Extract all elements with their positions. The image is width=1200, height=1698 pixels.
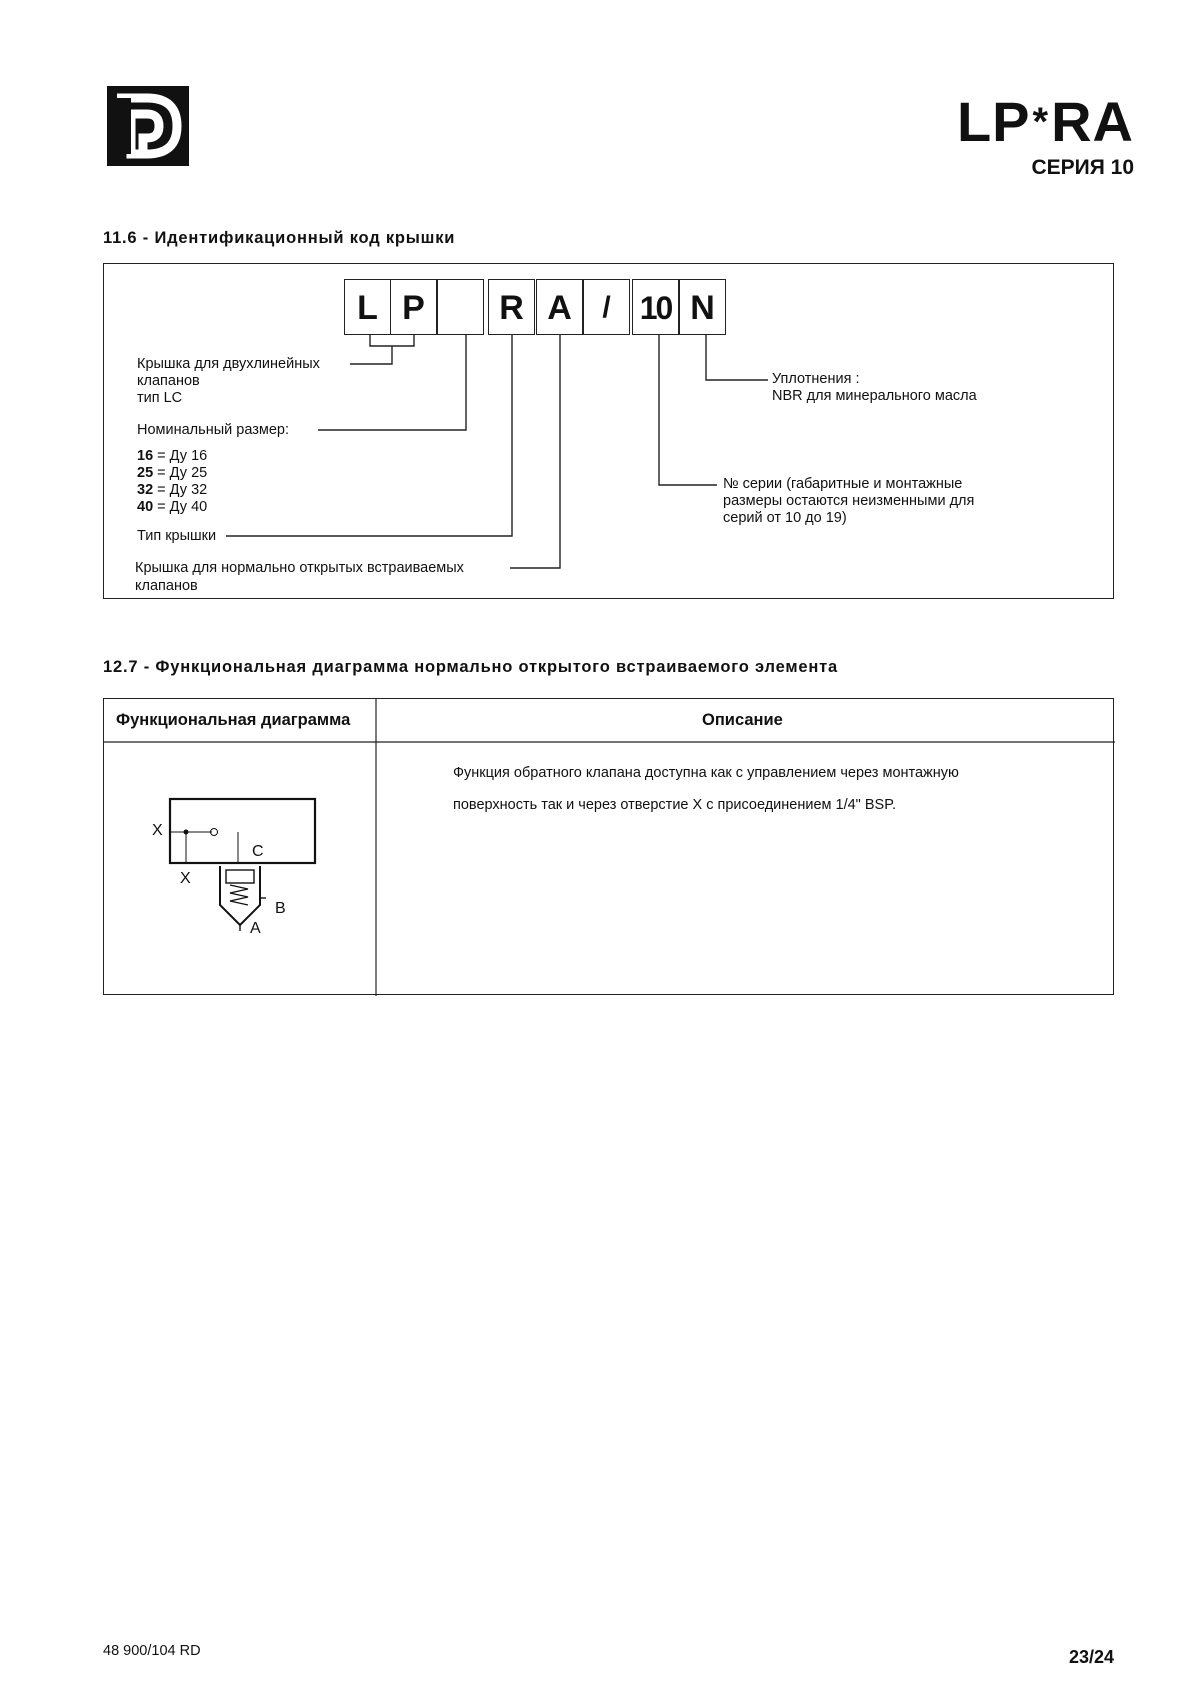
label-seals-2: NBR для минерального масла [772,388,977,404]
label-cover-two-way-3: тип LC [137,390,183,406]
code-cell-1: L [344,279,391,335]
label-series-2: размеры остаются неизменными для [723,493,975,509]
product-code: LP*RA [956,90,1134,153]
label-size-16: 16 = Ду 16 [137,448,208,464]
label-cover-two-way-2: клапанов [137,373,200,389]
code-cell-7: 10 [632,279,679,335]
label-series-3: серий от 10 до 19) [723,510,847,526]
label-cover-no-2: клапанов [135,578,198,594]
code-cell-3 [437,279,484,335]
section-title-11-6: 11.6 - Идентификационный код крышки [103,229,456,247]
description-line-1: Функция обратного клапана доступна как с управлением через монтажную [453,765,959,781]
diagram-label-x-bottom: X [180,870,191,887]
product-series: СЕРИЯ 10 [1031,156,1134,179]
code-cell-2: P [390,279,437,335]
document-number: 48 900/104 RD [103,1643,201,1659]
D-logo-icon [107,86,189,166]
label-seals-1: Уплотнения : [772,371,860,387]
code-cell-6: / [583,279,630,335]
label-cover-two-way-1: Крышка для двухлинейных [137,356,320,372]
diagram-label-x-top: X [152,822,163,839]
diagram-label-b: B [275,900,286,917]
page-number: 23/24 [1068,1647,1114,1667]
code-cell-5: A [536,279,583,335]
label-size-25: 25 = Ду 25 [137,465,208,481]
label-size-32: 32 = Ду 32 [137,482,208,498]
label-cover-no-1: Крышка для нормально открытых встраиваемых [135,560,464,576]
label-cover-type: Тип крышки [137,528,217,544]
label-size-40: 40 = Ду 40 [137,499,208,515]
column-header-description: Описание [702,711,783,729]
section-title-12-7: 12.7 - Функциональная диаграмма нормально открытого встраиваемого элемента [103,658,838,676]
code-cell-8: N [679,279,726,335]
label-nominal-size: Номинальный размер: [137,422,289,438]
code-cell-4: R [488,279,535,335]
description-line-2: поверхность так и через отверстие X с присоединением 1/4" BSP. [453,797,897,813]
diagram-label-c: C [252,843,264,860]
label-series-1: № серии (габаритные и монтажные [723,476,963,492]
diagram-label-a: A [250,920,261,937]
column-header-diagram: Функциональная диаграмма [116,711,351,729]
